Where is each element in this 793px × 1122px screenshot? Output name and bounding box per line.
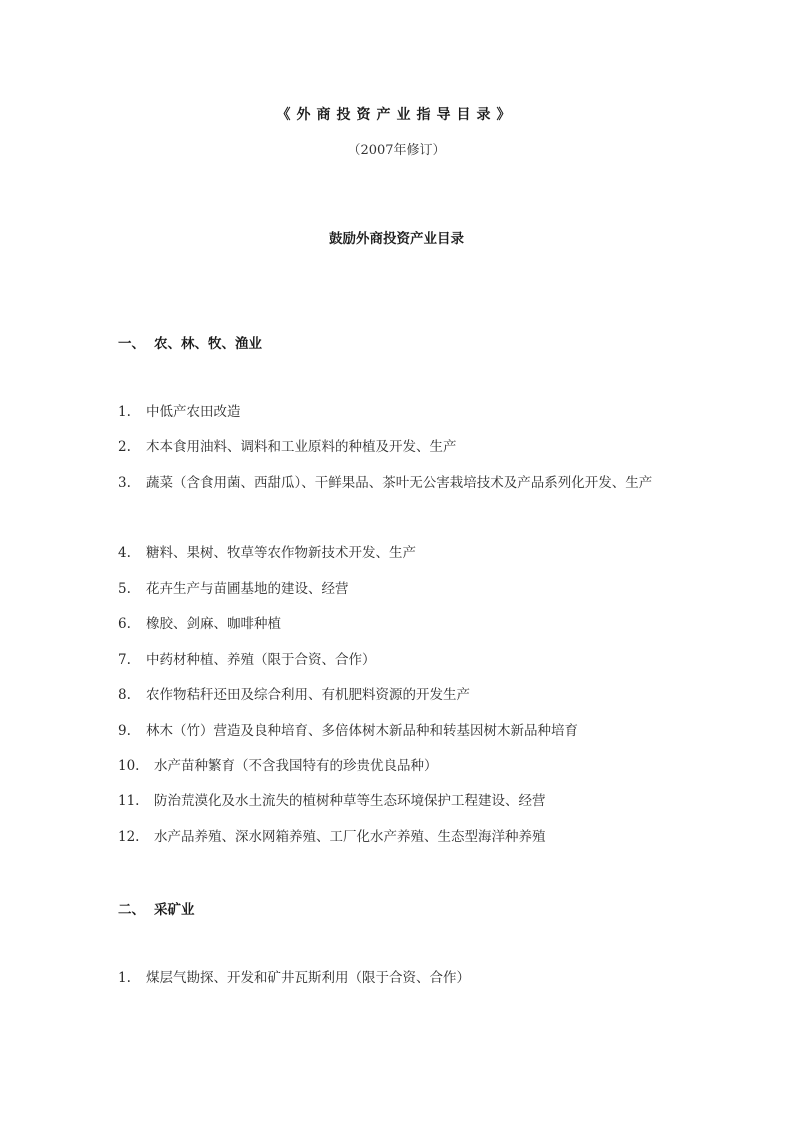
item-number: 4.: [118, 545, 131, 561]
list-item: [118, 609, 281, 639]
item-text: 水产苗种繁育（不含我国特有的珍贵优良品种）: [154, 758, 438, 774]
item-text: 中低产农田改造: [146, 404, 241, 420]
section-number: 二、: [118, 902, 145, 918]
section-label: 农、林、牧、渔业: [154, 336, 262, 352]
item-text: 橡胶、剑麻、咖啡种植: [146, 616, 281, 632]
item-number: 2.: [118, 439, 131, 455]
list-item: [118, 751, 438, 781]
item-text: 花卉生产与苗圃基地的建设、经营: [146, 581, 349, 597]
list-item: [118, 574, 349, 604]
catalog-heading: 鼓励外商投资产业目录: [329, 231, 464, 247]
section-title-agriculture: [118, 332, 262, 352]
item-text: 农作物秸秆还田及综合利用、有机肥料资源的开发生产: [146, 687, 470, 703]
item-number: 10.: [118, 758, 140, 774]
list-item: [118, 963, 470, 993]
list-item: [118, 786, 546, 816]
item-text: 木本食用油料、调料和工业原料的种植及开发、生产: [146, 439, 457, 455]
item-text: 水产品养殖、深水网箱养殖、工厂化水产养殖、生态型海洋种养殖: [154, 829, 546, 845]
list-item: [118, 538, 416, 568]
item-number: 6.: [118, 616, 131, 632]
item-number: 12.: [118, 829, 140, 845]
item-text: 防治荒漠化及水土流失的植树种草等生态环境保护工程建设、经营: [154, 793, 546, 809]
item-number: 1.: [118, 404, 131, 420]
item-text: 糖料、果树、牧草等农作物新技术开发、生产: [146, 545, 416, 561]
item-number: 11.: [118, 793, 140, 809]
list-item: [118, 680, 470, 710]
list-item: [90, 467, 670, 499]
item-number: 3.: [118, 475, 131, 491]
item-number: 7.: [118, 652, 131, 668]
list-item: [118, 432, 457, 462]
list-item: [118, 822, 546, 852]
item-text: 林木（竹）营造及良种培育、多倍体树木新品种和转基因树木新品种培育: [146, 723, 578, 739]
item-text: 蔬菜（含食用菌、西甜瓜）、干鲜果品、茶叶无公害栽培技术及产品系列化开发、生产: [146, 475, 653, 491]
item-number: 1.: [118, 970, 131, 986]
section-number: 一、: [118, 336, 145, 352]
list-item: [118, 397, 241, 427]
document-title: 《外商投资产业指导目录》: [276, 107, 517, 123]
item-number: 9.: [118, 723, 131, 739]
document-subtitle: （2007年修订）: [347, 143, 446, 158]
list-item: [118, 716, 578, 746]
section-label: 采矿业: [154, 902, 195, 918]
item-number: 8.: [118, 687, 131, 703]
item-text: 中药材种植、养殖（限于合资、合作）: [146, 652, 376, 668]
section-title-mining: [118, 898, 195, 918]
list-item: [118, 645, 376, 675]
item-number: 5.: [118, 581, 131, 597]
item-text: 煤层气勘探、开发和矿井瓦斯利用（限于合资、合作）: [146, 970, 470, 986]
